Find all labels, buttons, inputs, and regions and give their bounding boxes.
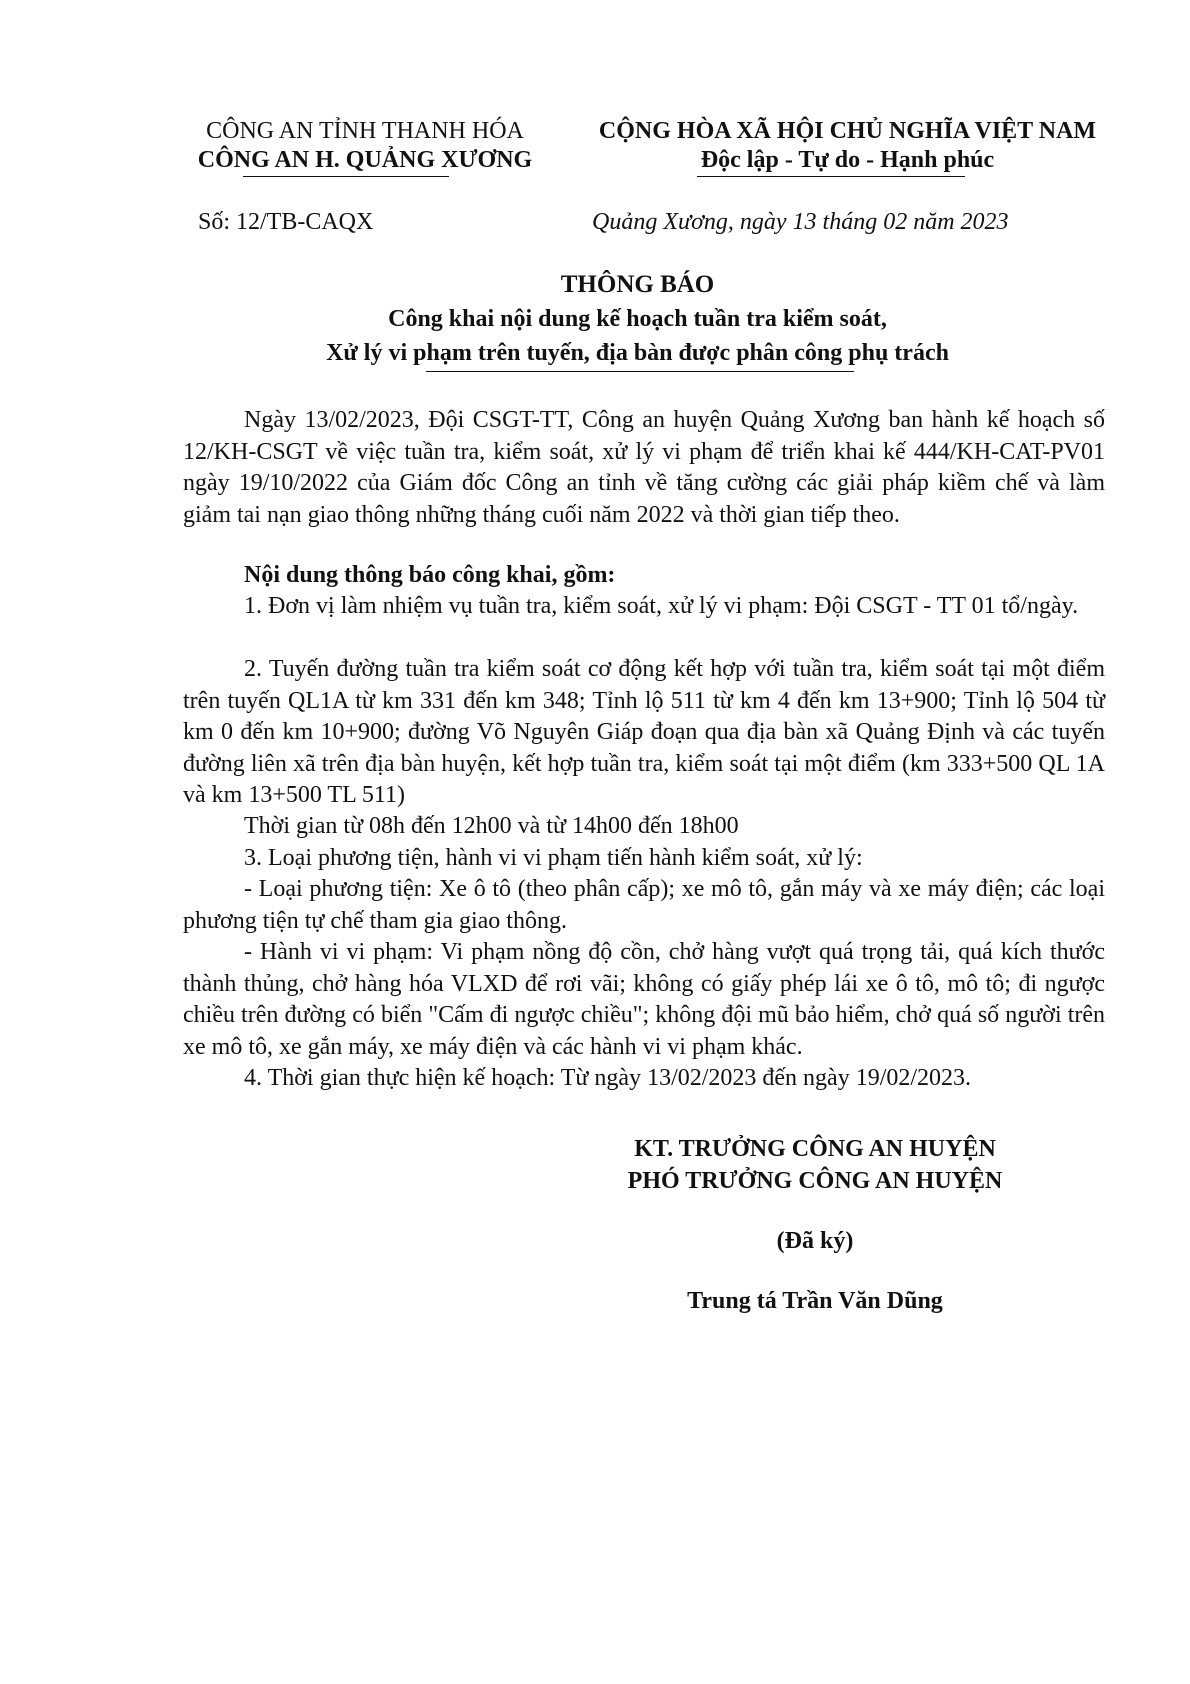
item-2: 2. Tuyến đường tuần tra kiểm soát cơ động kết hợp với tuần tra, kiểm soát tại một điểm trên tuyến QL1A từ km 331 đến km 348; Tỉnh lộ 511 từ km 4 đến km 13+900; Tỉnh lộ 504 từ km 0 đến km 10+900; đường Võ Nguyên Giáp đoạn qua địa bàn xã Quảng Định và các tuyến đường liên xã trên địa bàn huyện, kết hợp tuần tra, kiểm soát tại một điểm (km 333+500 QL 1A và km 13+500 TL 511) bbox=[183, 656, 1105, 808]
document-subtitle-2: Xử lý vi phạm trên tuyến, địa bàn được phân công phụ trách bbox=[326, 340, 949, 366]
patrol-time: Thời gian từ 08h đến 12h00 và từ 14h00 đến 18h00 bbox=[244, 813, 739, 839]
item-4: 4. Thời gian thực hiện kế hoạch: Từ ngày 13/02/2023 đến ngày 19/02/2023. bbox=[244, 1065, 972, 1091]
national-title: CỘNG HÒA XÃ HỘI CHỦ NGHĨA VIỆT NAM bbox=[598, 118, 1097, 144]
title-underline bbox=[426, 371, 854, 372]
section-heading: Nội dung thông báo công khai, gồm: bbox=[244, 562, 616, 588]
document-number: Số: 12/TB-CAQX bbox=[198, 209, 374, 235]
item-3-vehicles: - Loại phương tiện: Xe ô tô (theo phân cấp); xe mô tô, gắn máy và xe máy điện; các loại phương tiện tự chế tham gia giao thông. bbox=[183, 876, 1105, 934]
signature-title-1: KT. TRƯỞNG CÔNG AN HUYỆN bbox=[634, 1136, 996, 1162]
agency-underline bbox=[243, 176, 449, 177]
national-motto: Độc lập - Tự do - Hạnh phúc bbox=[700, 147, 995, 173]
item-1: 1. Đơn vị làm nhiệm vụ tuần tra, kiểm soát, xử lý vi phạm: Đội CSGT - TT 01 tổ/ngày. bbox=[244, 593, 1079, 619]
motto-underline bbox=[697, 176, 965, 177]
document-subtitle-1: Công khai nội dung kế hoạch tuần tra kiểm soát, bbox=[388, 306, 887, 332]
signature-title-2: PHÓ TRƯỞNG CÔNG AN HUYỆN bbox=[627, 1168, 1003, 1194]
issuing-agency: CÔNG AN H. QUẢNG XƯƠNG bbox=[197, 147, 533, 173]
place-date: Quảng Xương, ngày 13 tháng 02 năm 2023 bbox=[592, 209, 1009, 235]
document-title: THÔNG BÁO bbox=[560, 271, 715, 298]
item-3-violations: - Hành vi vi phạm: Vi phạm nồng độ cồn, chở hàng vượt quá trọng tải, quá kích thước thành thủng, chở hàng hóa VLXD để rơi vãi; không có giấy phép lái xe ô tô, mô tô; đi ngược chiều trên đường có biển "Cấm đi ngược chiều"; không đội mũ bảo hiểm, chở quá số người trên xe mô tô, xe gắn máy, xe máy điện và các hành vi vi phạm khác. bbox=[183, 939, 1105, 1060]
signed-note: (Đã ký) bbox=[776, 1228, 854, 1254]
signer-name: Trung tá Trần Văn Dũng bbox=[687, 1288, 943, 1314]
item-3: 3. Loại phương tiện, hành vi vi phạm tiến hành kiểm soát, xử lý: bbox=[244, 845, 863, 871]
intro-paragraph: Ngày 13/02/2023, Đội CSGT-TT, Công an huyện Quảng Xương ban hành kế hoạch số 12/KH-CSGT về việc tuần tra, kiểm soát, xử lý vi phạm để triển khai kế 444/KH-CAT-PV01 ngày 19/10/2022 của Giám đốc Công an tỉnh về tăng cường các giải pháp kiềm chế và làm giảm tai nạn giao thông những tháng cuối năm 2022 và thời gian tiếp theo. bbox=[183, 407, 1105, 528]
parent-agency: CÔNG AN TỈNH THANH HÓA bbox=[206, 118, 524, 144]
